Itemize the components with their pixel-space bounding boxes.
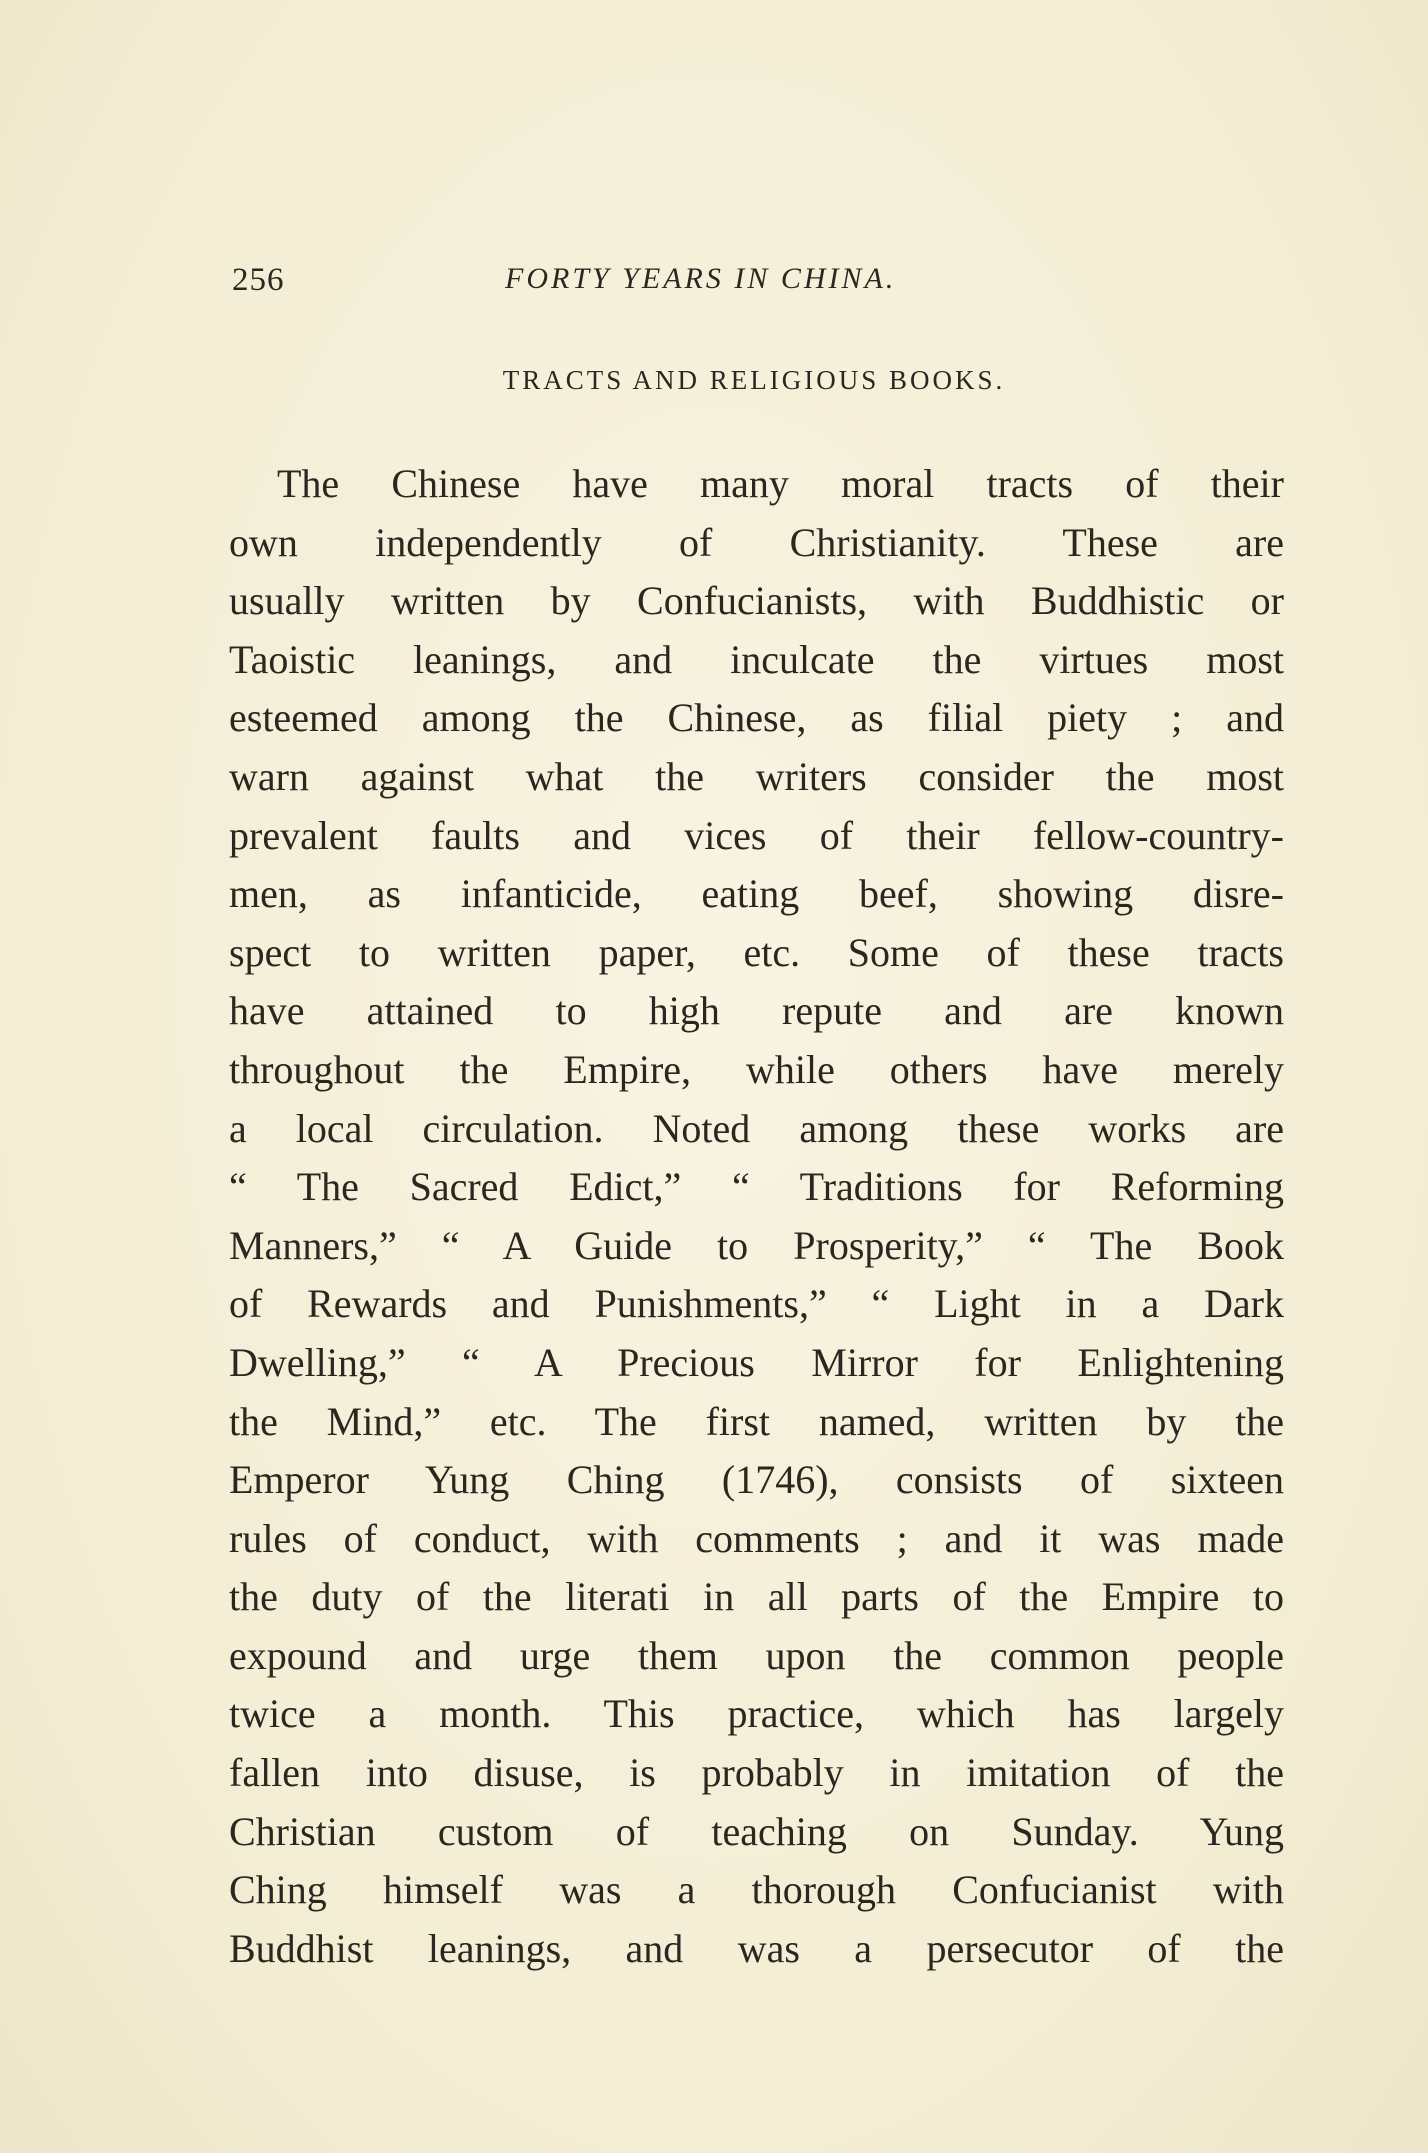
text-line: men, as infanticide, eating beef, showing disre-	[229, 871, 1284, 917]
text-line: Dwelling,” “ A Precious Mirror for Enlightening	[229, 1339, 1284, 1385]
page-number: 256	[232, 262, 285, 298]
text-line: twice a month. This practice, which has largely	[229, 1691, 1284, 1737]
text-line: spect to written paper, etc. Some of these tracts	[229, 929, 1284, 975]
text-line: fallen into disuse, is probably in imitation of the	[229, 1750, 1284, 1796]
text-line: Buddhist leanings, and was a persecutor of the	[229, 1925, 1284, 1971]
text-line: the Mind,” etc. The first named, written by the	[229, 1398, 1284, 1444]
text-line: of Rewards and Punishments,” “ Light in a Dark	[229, 1281, 1284, 1327]
text-line: usually written by Confucianists, with Buddhistic or	[229, 578, 1284, 624]
text-line: Emperor Yung Ching (1746), consists of sixteen	[229, 1457, 1284, 1503]
text-line: The Chinese have many moral tracts of their	[277, 461, 1284, 506]
text-line: the duty of the literati in all parts of the Empire to	[229, 1574, 1284, 1620]
text-line: throughout the Empire, while others have merely	[229, 1046, 1284, 1092]
running-head	[232, 262, 992, 302]
text-line: Ching himself was a thorough Confucianist with	[229, 1867, 1284, 1913]
text-line: expound and urge them upon the common people	[229, 1632, 1284, 1678]
text-line: prevalent faults and vices of their fellow-country-	[229, 812, 1284, 858]
text-line: rules of conduct, with comments ; and it was made	[229, 1515, 1284, 1561]
text-line: a local circulation. Noted among these works are	[229, 1105, 1284, 1151]
text-line: esteemed among the Chinese, as filial piety ; and	[229, 695, 1284, 741]
text-line: Taoistic leanings, and inculcate the virtues most	[229, 636, 1284, 682]
text-line: “ The Sacred Edict,” “ Traditions for Reforming	[229, 1164, 1284, 1210]
section-heading: TRACTS AND RELIGIOUS BOOKS.	[502, 365, 1006, 395]
text-line: warn against what the writers consider the most	[229, 753, 1284, 799]
running-title: FORTY YEARS IN CHINA.	[505, 262, 897, 295]
text-line: Manners,” “ A Guide to Prosperity,” “ The Book	[229, 1222, 1284, 1268]
text-line: Christian custom of teaching on Sunday. Yung	[229, 1808, 1284, 1854]
text-line: own independently of Christianity. These are	[229, 519, 1284, 565]
text-line: have attained to high repute and are known	[229, 988, 1284, 1034]
body-text	[229, 455, 1284, 1978]
